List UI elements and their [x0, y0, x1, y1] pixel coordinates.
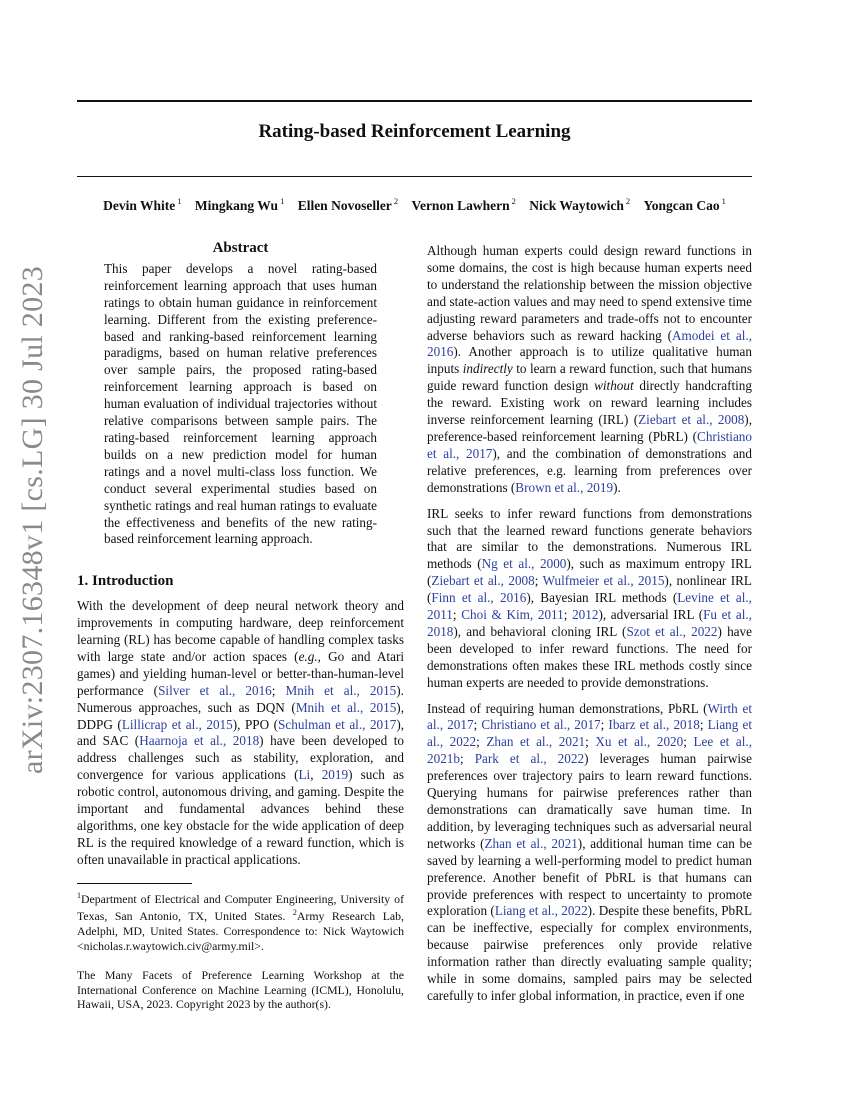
abstract-heading: Abstract — [212, 240, 269, 256]
author-name: Vernon Lawhern $^2$ — [411, 196, 516, 213]
citation-link[interactable]: Haarnoja et al., 2018 — [139, 733, 260, 749]
author-name: Yongcan Cao $^1$ — [643, 196, 726, 213]
top-rule — [77, 100, 752, 102]
citation-link[interactable]: Brown et al., 2019 — [515, 479, 614, 495]
author-name: Ellen Novoseller $^2$ — [297, 196, 399, 213]
citation-link[interactable]: Wirth et al., 2017 — [427, 700, 753, 733]
left-column — [77, 240, 404, 1012]
citation-link[interactable]: Szot et al., 2022 — [626, 623, 718, 639]
citation-link[interactable]: Wulfmeier et al., 2015 — [542, 573, 665, 589]
intro-paragraph: With the development of deep neural network theory and improvements in computing hardware, deep reinforcement learning (RL) has become capable of handling complex tasks with large state and/or action spaces (e.g., Go and Atari games) and yielding human-level or better-than-human-level performance (Silver et al., 2016; Mnih et al., 2015). Numerous approaches, such as DQN (Mnih et al., 2015), DDPG (Lillicrap et al., 2015), PPO (Schulman et al., 2017), and SAC (Haarnoja et al., 2018) have been developed to address challenges such as stability, exploration, and convergence for various applications (Li, 2019) such as robotic control, autonomous driving, and gaming. Despite the important and fundamental advances behind these algorithms, one key obstacle for the wide application of deep RL is the required knowledge of a reward function, which is often unavailable in practical applications. — [77, 598, 405, 867]
citation-link[interactable]: Finn et al., 2016 — [431, 590, 527, 606]
citation-link[interactable]: Liang et al., 2022 — [427, 717, 752, 750]
body-paragraph: Instead of requiring human demonstrations, PbRL (Wirth et al., 2017; Christiano et al., 2017; Ibarz et al., 2018; Liang et al., 2022; Zhan et al., 2021; Xu et al., 2020; Lee et al., 2021b; Park et al., 2022) leverages human pairwise preferences over trajectory pairs to learn reward functions. Querying humans for pairwise preferences rather than demonstrations can dramatically save human time. In addition, by leveraging techniques such as adversarial neural networks (Zhan et al., 2021), additional human time can be saved by learning a well-performing model to predict human preference. Another benefit of PbRL is that humans can provide preferences with respect to uncertainty to promote exploration (Liang et al., 2022). Despite these benefits, PbRL can be ineffective, especially for complex environments, because pairwise preferences only provide relative information rather than directly evaluating sample quality; while in some domains, sampled pairs may be selected carefully to infer global information, in practice, even if one — [427, 700, 753, 1003]
arxiv-side-label: arXiv:2307.16348v1 [cs.LG] 30 Jul 2023 — [16, 265, 50, 775]
citation-link[interactable]: Xu et al., 2020 — [595, 734, 684, 750]
citation-link[interactable]: Ziebart et al., 2008 — [638, 412, 745, 428]
citation-link[interactable]: Ng et al., 2000 — [481, 556, 567, 572]
citation-link[interactable]: Amodei et al., 2016 — [427, 327, 752, 360]
author-name: Mingkang Wu $^1$ — [194, 196, 285, 213]
citation-link[interactable]: Lee et al., 2021b — [427, 734, 753, 767]
citation-link[interactable]: Ibarz et al., 2018 — [608, 717, 700, 733]
citation-link[interactable]: Fu et al., 2018 — [427, 607, 752, 639]
footnote-rule — [77, 883, 192, 884]
citation-link[interactable]: Christiano et al., 2017 — [427, 428, 752, 461]
citation-link[interactable]: Zhan et al., 2021 — [484, 835, 578, 851]
author-list — [77, 196, 752, 214]
body-paragraph: IRL seeks to infer reward functions from demonstrations such that the learned reward functions generate behaviors that are similar to the demonstrations. Numerous IRL methods (Ng et al., 2000), such as maximum entropy IRL (Ziebart et al., 2008; Wulfmeier et al., 2015), nonlinear IRL (Finn et al., 2016), Bayesian IRL methods (Levine et al., 2011; Choi & Kim, 2011; 2012), adversarial IRL (Fu et al., 2018), and behavioral cloning IRL (Szot et al., 2022) have been developed to infer reward functions. The need for demonstrations often makes these IRL methods costly since human experts are needed to provide demonstrations. — [427, 505, 752, 690]
author-name: Nick Waytowich $^2$ — [529, 196, 631, 213]
intro-heading: 1. Introduction — [77, 573, 174, 590]
author-name: Devin White $^1$ — [103, 196, 182, 213]
citation-link[interactable]: Liang et al., 2022 — [494, 903, 588, 919]
right-column — [427, 243, 752, 1014]
citation-link[interactable]: Li — [298, 767, 311, 783]
citation-link[interactable]: 2019 — [321, 767, 349, 783]
citation-link[interactable]: Mnih et al., 2015 — [295, 699, 397, 715]
citation-link[interactable]: Mnih et al., 2015 — [285, 682, 397, 698]
affiliation-footnote: $^1$Department of Electrical and Computer Engineering, University of Texas, San Antonio, TX, United States. $^2$Army Research Lab, Adelphi, MD, United States. Correspondence to: Nick Waytowich <nicholas.r.waytowich.civ@army.mil>. — [77, 890, 404, 953]
citation-link[interactable]: 2012 — [572, 607, 599, 623]
paper-title: Rating-based Reinforcement Learning — [258, 121, 571, 142]
citation-link[interactable]: Ziebart et al., 2008 — [431, 573, 535, 589]
citation-link[interactable]: Silver et al., 2016 — [158, 682, 272, 698]
citation-link[interactable]: Choi & Kim, 2011 — [461, 607, 564, 623]
venue-note: The Many Facets of Preference Learning Workshop at the International Conference on Machine Learning (ICML), Honolulu, Hawaii, USA, 2023. Copyright 2023 by the author(s). — [77, 967, 404, 1012]
citation-link[interactable]: Christiano et al., 2017 — [481, 717, 601, 733]
header-bottom-rule — [77, 176, 752, 177]
abstract-text: This paper develops a novel rating-based reinforcement learning approach that uses human ratings to obtain human guidance in reinforcement learning. Different from the existing preference-based and ranking-based reinforcement learning paradigms, based on human relative preferences over sample pairs, the proposed rating-based reinforcement learning approach is based on human evaluation of individual trajectories without relative comparisons between sample pairs. The rating-based reinforcement learning approach builds on a new prediction model for human ratings and a novel multi-class loss function. We conduct several experimental studies based on synthetic ratings and real human ratings to evaluate the effectiveness and benefits of the new rating-based reinforcement learning approach. — [104, 260, 377, 547]
body-paragraph: Although human experts could design reward functions in some domains, the cost is high because human experts need to understand the relationship between the mission objective and state-action values and may need to spend extensive time adjusting reward parameters and trade-offs not to encounter adverse behaviors such as reward hacking (Amodei et al., 2016). Another approach is to utilize qualitative human inputs indirectly to learn a reward function, such that humans guide reward function design without directly handcrafting the reward. Existing work on reward learning includes inverse reinforcement learning (IRL) (Ziebart et al., 2008), preference-based reinforcement learning (PbRL) (Christiano et al., 2017), and the combination of demonstrations and relative preferences, e.g. learning from preferences over demonstrations (Brown et al., 2019). — [427, 243, 752, 495]
citation-link[interactable]: Schulman et al., 2017 — [278, 716, 397, 732]
citation-link[interactable]: Park et al., 2022 — [474, 751, 585, 767]
citation-link[interactable]: Zhan et al., 2021 — [486, 734, 586, 750]
citation-link[interactable]: Lillicrap et al., 2015 — [121, 716, 233, 732]
citation-link[interactable]: Levine et al., 2011 — [427, 590, 752, 623]
